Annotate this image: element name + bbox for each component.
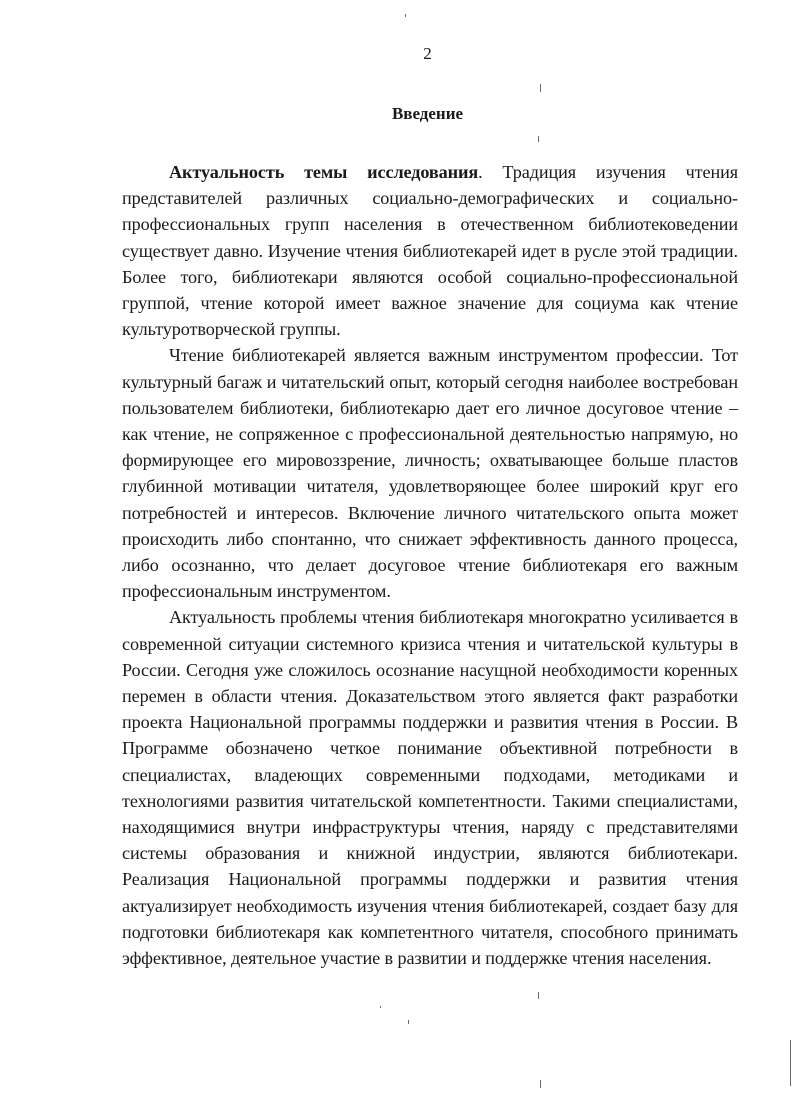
paragraph-lead: Актуальность темы исследования <box>169 162 479 182</box>
body-text <box>122 159 738 971</box>
paragraph-problem-relevance: Актуальность проблемы чтения библиотекаря многократно усиливается в современной ситуации системного кризиса чтения и читательской культуры в России. Сегодня уже сложилось осознание насущной необходимости коренных перемен в области чтения. Доказательством этого является факт разработки проекта Национальной программы поддержки и развития чтения в России. В Программе обозначено четкое понимание объективной потребности в специалистах, владеющих современными подходами, методиками и технологиями развития читательской компетентности. Такими специалистами, находящимися внутри инфраструктуры чтения, наряду с представителями системы образования и книжной индустрии, являются библиотекари. Реализация Национальной программы поддержки и развития чтения актуализирует необходимость изучения чтения библиотекарей, создает базу для подготовки библиотекаря как компетентного читателя, способного принимать эффективное, деятельное участие в развитии и поддержке чтения населения. <box>122 607 738 969</box>
paragraph-relevance <box>122 159 738 342</box>
page-number: 2 <box>423 44 432 63</box>
scan-speck <box>405 14 406 17</box>
scan-edge-line <box>790 1040 791 1086</box>
scan-speck <box>538 136 539 142</box>
scan-speck <box>540 84 541 92</box>
scan-speck <box>538 992 539 999</box>
paragraph-librarian-reading: Чтение библиотекарей является важным инструментом профессии. Тот культурный багаж и читательский опыт, который сегодня наиболее востребован пользователем библиотеки, библиотекарю дает его личное досуговое чтение – как чтение, не сопряженное с профессиональной деятельностью напрямую, но формирующее его мировоззрение, личность; охватывающее больше пластов глубинной мотивации читателя, удовлетворяющее более широкий круг его потребностей и интересов. Включение личного читательского опыта может происходить либо спонтанно, что снижает эффективность данного процесса, либо осознанно, что делает досуговое чтение библиотекаря его важным профессиональным инструментом. <box>122 345 738 602</box>
scan-speck <box>380 1006 381 1008</box>
scan-speck <box>408 1020 409 1024</box>
scan-speck <box>540 1080 541 1088</box>
paragraph-text: . Традиция изучения чтения представителей различных социально-демографических и социально-профессиональных групп населения в отечественном библиотековедении существует давно. Изучение чтения библиотекарей идет в русле этой традиции. Более того, библиотекари являются особой социально-профессиональной группой, чтение которой имеет важное значение для социума как чтение культуротворческой группы. <box>122 162 739 340</box>
section-heading: Введение <box>391 104 464 123</box>
